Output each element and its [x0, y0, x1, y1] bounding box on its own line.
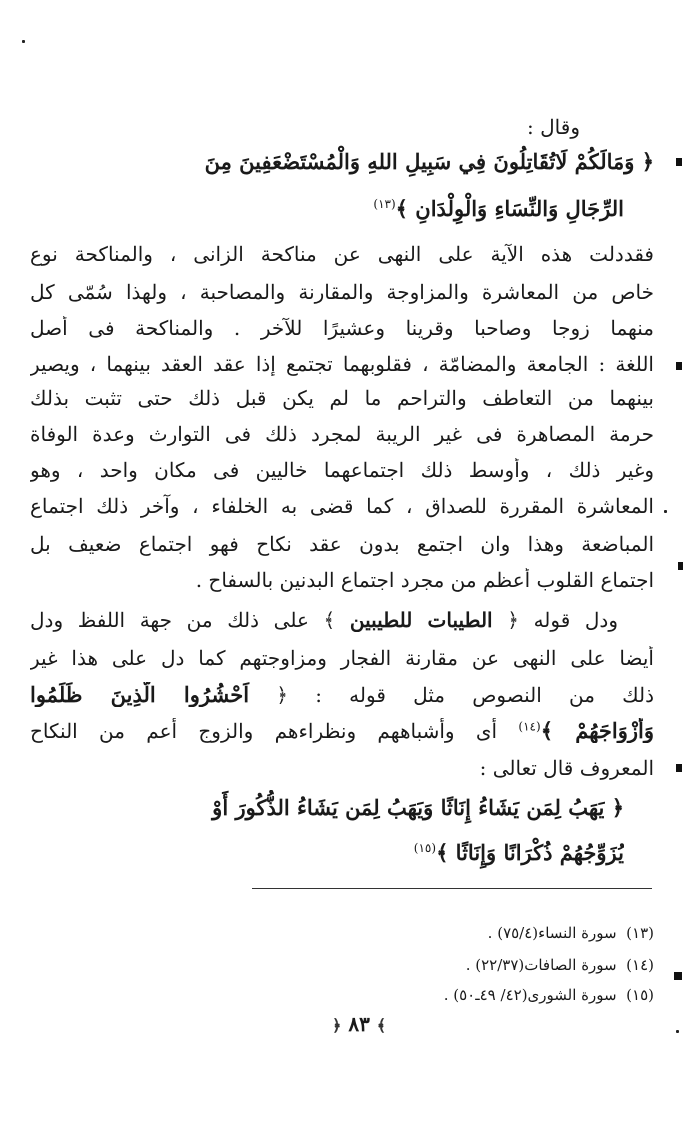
verse1-text: الرِّجَالِ وَالنِّسَاءِ وَالْوِلْدَانِ ﴾: [395, 196, 624, 221]
verse1-ref: (١٣): [373, 197, 396, 211]
margin-mark: [678, 562, 683, 570]
paragraph2-line2: أيضا على النهى عن مقارنة الفجار ومزاوجتهم كما دل على هذا غير: [30, 646, 654, 670]
footnote-separator: [252, 888, 652, 889]
speck: [676, 1030, 679, 1033]
footnote-15: [444, 984, 654, 1006]
footnote-ref: (١٤): [518, 719, 541, 734]
paragraph-line: فقددلت هذه الآية على النهى عن مناكحة الزانى ، والمناكحة نوع: [30, 242, 654, 266]
verse2-line2: [414, 830, 624, 871]
page-number-value: ٨٣: [348, 1012, 370, 1036]
footnote-number: (١٣): [626, 924, 654, 942]
speck: [22, 40, 25, 43]
paragraph-line: المعاشرة المقررة للصداق ، كما قضى به الخلفاء ، وآخر ذلك اجتماع: [30, 494, 654, 518]
paragraph-line: خاص من المعاشرة والمزاوجة والمقارنة والمصاحبة ، ولهذا سُمّى كل: [30, 280, 654, 304]
paragraph2-line1: [30, 608, 618, 632]
footnote-text: سورة الشورى(٤٢/ ٤٩ـ٥٠) .: [443, 986, 617, 1004]
intro-text: وقال :: [527, 115, 580, 139]
text-run: ودل قوله ﴿: [492, 608, 618, 632]
ornament-right-icon: ﴾: [376, 1016, 387, 1035]
paragraph-line: اجتماع القلوب أعظم من مجرد اجتماع البدنين بالسفاح .: [195, 568, 654, 592]
margin-mark: [676, 764, 682, 772]
quoted-verse: وَأَزْوَاجَهُمْ ﴾: [540, 718, 654, 743]
text-run: أى وأشباههم ونظراءهم والزوج أعم من النكاح: [30, 719, 519, 743]
ornament-left-icon: ﴿: [332, 1016, 342, 1035]
paragraph2-line5: المعروف قال تعالى :: [479, 756, 654, 780]
verse2-text: يُزَوِّجُهُمْ ذُكْرَانًا وَإِنَاثًا ﴾: [436, 840, 624, 865]
verse1-line2: [373, 186, 624, 227]
footnote-13: [488, 922, 654, 944]
footnote-text: سورة النساء(٧٥/٤) .: [487, 924, 617, 942]
paragraph-line: المباضعة وهذا وان اجتمع بدون عقد نكاح فهو اجتماع ضعيف بل: [30, 532, 654, 556]
verse1-line1: ﴿ وَمَالَكُمْ لَاتُقَاتِلُونَ فِي سَبِيلِ اللهِ وَالْمُسْتَضْعَفِينَ مِنَ: [204, 149, 654, 174]
paragraph2-line3: [30, 682, 654, 707]
verse2-line1: ﴿ يَهَبُ لِمَن يَشَاءُ إِنَاثًا وَيَهَبُ لِمَن يَشَاءُ الذُّكُورَ أَوْ: [212, 795, 624, 820]
margin-mark: [676, 362, 682, 370]
text-run: ذلك من النصوص مثل قوله : ﴿: [249, 683, 654, 707]
quoted-verse: اَحْشُرُوا الَّذِينَ ظَلَمُوا: [30, 682, 250, 707]
paragraph-line: وغير ذلك ، وأوسط ذلك اجتماعهما خاليين فى مكان واحد ، وهو: [30, 458, 654, 482]
footnote-number: (١٥): [626, 986, 654, 1004]
margin-mark: [674, 972, 682, 980]
text-run: ﴾ على ذلك من جهة اللفظ ودل: [30, 608, 350, 632]
paragraph-line: حرمة المصاهرة فى غير الريبة لمجرد ذلك فى التوارث وعدة الوفاة: [30, 422, 654, 446]
footnote-number: (١٤): [626, 956, 654, 974]
footnote-text: سورة الصافات(٢٢/٣٧) .: [465, 956, 617, 974]
margin-mark: [676, 158, 682, 166]
paragraph-line: اللغة : الجامعة والمضامّة ، فقلوبهما تجتمع إذا عقد العقد بينهما ، ويصير: [30, 352, 654, 376]
quoted-phrase: الطيبات للطيبين: [349, 608, 493, 632]
page-number: [332, 1012, 386, 1036]
footnote-14: [466, 954, 654, 976]
speck: [664, 510, 667, 513]
paragraph2-line4: [30, 718, 654, 743]
verse2-ref: (١٥): [413, 841, 437, 855]
paragraph-line: بينهما من التعاطف والتراحم ما لم يكن قبل ذلك حتى تثبت بذلك: [30, 386, 654, 410]
paragraph-line: منهما زوجا وصاحبا وقرينا وعشيرًا للآخر . والمناكحة فى أصل: [30, 316, 654, 340]
